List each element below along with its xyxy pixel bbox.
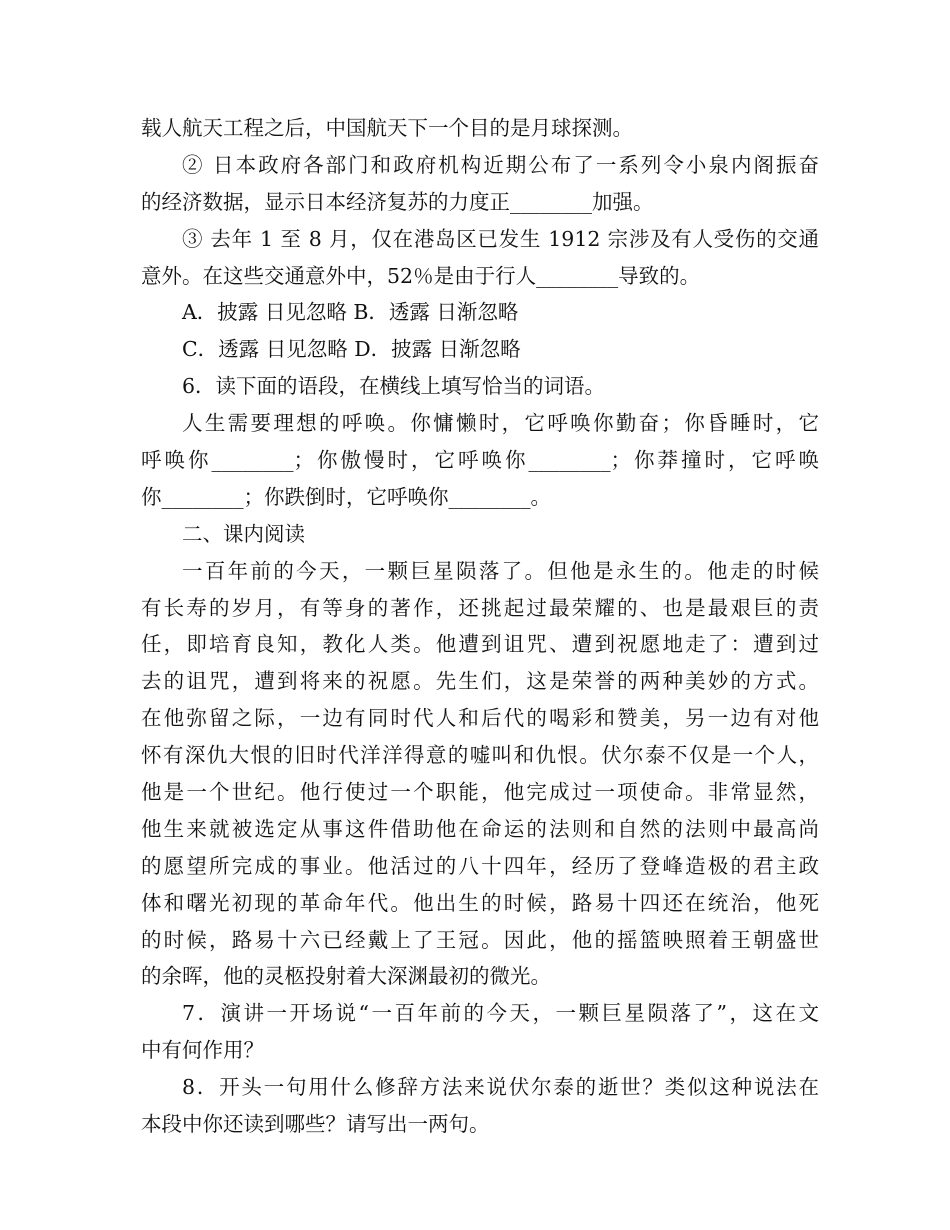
section-heading: 二、课内阅读 — [182, 521, 305, 546]
text-line: 呼唤你________；你傲慢时，它呼唤你________；你莽撞时，它呼唤 — [141, 448, 819, 473]
passage-line: 任，即培育良知，教化人类。他遭到诅咒、遭到祝愿地走了：遭到过 — [141, 632, 819, 657]
passage-line: 他生来就被选定从事这件借助他在命运的法则和自然的法则中最高尚 — [141, 816, 819, 841]
passage-line: 一百年前的今天，一颗巨星陨落了。但他是永生的。他走的时候 — [182, 558, 819, 583]
answer-option-line: C．透露 日见忽略 D．披露 日渐忽略 — [182, 337, 521, 362]
text-line: 意外。在这些交通意外中，52％是由于行人________导致的。 — [141, 263, 701, 288]
question-7: 7．演讲一开场说“一百年前的今天，一颗巨星陨落了”，这在文 — [182, 1001, 819, 1026]
answer-option-line: A．披露 日见忽略 B．透露 日渐忽略 — [182, 300, 519, 325]
text-line: 的经济数据，显示日本经济复苏的力度正________加强。 — [141, 189, 654, 214]
question-7-continued: 中有何作用？ — [141, 1038, 264, 1063]
passage-line: 他是一个世纪。他行使过一个职能，他完成过一项使命。非常显然， — [141, 780, 819, 805]
text-line: 你________；你跌倒时，它呼唤你________。 — [141, 484, 551, 509]
question-8-continued: 本段中你还读到哪些？请写出一两句。 — [141, 1112, 490, 1137]
text-line: 载人航天工程之后，中国航天下一个目的是月球探测。 — [141, 116, 633, 140]
passage-line: 的时候，路易十六已经戴上了王冠。因此，他的摇篮映照着王朝盛世 — [141, 927, 819, 952]
passage-line: 体和曙光初现的革命年代。他出生的时候，路易十四还在统治，他死 — [141, 890, 819, 915]
document-page — [141, 110, 819, 1143]
question-8: 8．开头一句用什么修辞方法来说伏尔泰的逝世？类似这种说法在 — [182, 1075, 819, 1100]
passage-line: 去的诅咒，遭到将来的祝愿。先生们，这是荣誉的两种美妙的方式。 — [141, 669, 819, 694]
text-line: ② 日本政府各部门和政府机构近期公布了一系列令小泉内阁振奋 — [182, 152, 819, 177]
passage-line: 有长寿的岁月，有等身的著作，还挑起过最荣耀的、也是最艰巨的责 — [141, 595, 819, 620]
passage-line: 的余晖，他的灵柩投射着大深渊最初的微光。 — [141, 964, 551, 989]
question-6: 6．读下面的语段，在横线上填写恰当的词语。 — [182, 374, 606, 399]
passage-line: 的愿望所完成的事业。他活过的八十四年，经历了登峰造极的君主政 — [141, 853, 819, 878]
passage-line: 在他弥留之际，一边有同时代人和后代的喝彩和赞美，另一边有对他 — [141, 706, 819, 731]
passage-line: 怀有深仇大恨的旧时代洋洋得意的嘘叫和仇恨。伏尔泰不仅是一个人， — [141, 743, 819, 768]
text-line: ③ 去年 1 至 8 月，仅在港岛区已发生 1912 宗涉及有人受伤的交通 — [182, 226, 819, 251]
text-line: 人生需要理想的呼唤。你慵懒时，它呼唤你勤奋；你昏睡时，它 — [182, 411, 819, 436]
